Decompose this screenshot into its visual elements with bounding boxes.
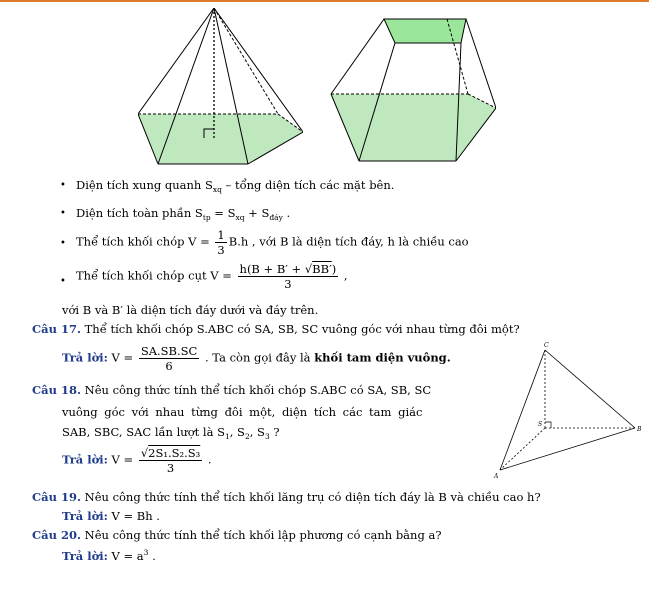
bullet-lateral-area [76,178,394,194]
text: – tổng diện tích các mặt bên. [221,178,395,192]
pyramid-figure [138,8,303,168]
subscript: 1 [224,432,230,441]
sqrt-content: BB′ [312,262,332,276]
text: . Ta còn gọi đây là [201,350,315,365]
label-a: A [494,473,499,480]
header-rule [0,0,649,2]
fraction [238,262,339,291]
question-label: Câu 17. [32,322,81,336]
frustum-figure [328,16,496,162]
text: ) [331,262,337,276]
subscript: đáy [269,213,283,222]
answer-label: Trả lời: [62,548,108,563]
question-text: Nêu công thức tính thể tích khối lăng trụ có diện tích đáy là B và chiều cao h? [80,490,541,504]
answer-label: Trả lời: [62,350,108,365]
subscript: xq [212,185,222,194]
question-text: Nêu công thức tính thể tích khối chóp S.ABC có SA, SB, SC [80,383,432,397]
text: Thể tích khối chóp V = [76,234,214,249]
numerator: √2S₁.S₂.S₃ [140,446,201,460]
text: B.h , với B là diện tích đáy, h là chiều cao [228,234,469,249]
bullet-4-glyph: • [60,276,66,287]
question-text: Nêu công thức tính thể tích khối lập phương có cạnh bằng a? [80,528,442,542]
text: V = [107,452,137,467]
text: = S [210,206,236,220]
subscript: 3 [264,432,270,441]
subscript: tp [202,213,211,222]
question-label: Câu 18. [32,383,81,397]
text: S [194,206,203,220]
text: . [204,452,212,467]
numerator: SA.SB.SC [140,344,198,358]
denominator: 3 [166,461,175,475]
text: , S [229,425,245,439]
bullet-1-glyph: • [60,180,66,191]
question-19 [32,490,541,504]
question-text: Thể tích khối chóp S.ABC có SA, SB, SC vuông góc với nhau từng đôi một? [80,322,520,336]
text: Thể tích khối chóp cụt V = [76,268,236,283]
question-18-line-2: vuông góc với nhau từng đôi một, diện tích các tam giác [62,405,423,419]
emphasis: khối tam diện vuông. [314,350,451,365]
sqrt-content: 2S₁.S₂.S₃ [148,446,201,460]
bullet-3-glyph: • [60,238,66,249]
text: Diện tích xung quanh [76,178,205,192]
text: , [340,268,348,283]
subscript: 2 [244,432,250,441]
numerator: 1 [217,228,225,242]
superscript: 3 [143,548,149,557]
text: + S [244,206,270,220]
bullet-total-area [76,206,290,222]
fraction [139,446,202,475]
bullet-pyramid-volume [76,228,469,257]
answer-18 [62,446,212,475]
question-18-line-3 [62,425,280,441]
text: Diện tích toàn phần [76,206,195,220]
answer-17 [62,344,451,373]
text: SAB, SBC, SAC lần lượt là S [62,425,225,439]
question-label: Câu 19. [32,490,81,504]
numerator: h(B + B′ + √BB′) [239,262,337,276]
answer-text: V = a [107,548,144,563]
tetrahedron-figure [492,340,646,482]
question-18-line-1 [32,383,431,397]
text: . [282,206,291,220]
fraction [215,228,226,257]
note-text: với B và B′ là diện tích đáy dưới và đáy trên. [62,303,319,317]
text: V = [107,350,137,365]
answer-19 [62,509,160,523]
text: , S [249,425,265,439]
denominator: 3 [284,277,292,291]
denominator: 3 [217,243,225,257]
text: ? [269,425,280,439]
label-c: C [544,342,549,349]
answer-label: Trả lời: [62,452,108,467]
text: S [204,178,213,192]
question-label: Câu 20. [32,528,81,542]
denominator: 6 [165,359,173,373]
answer-20 [62,548,156,563]
bullet-frustum-volume [76,262,348,291]
text: . [148,548,156,563]
label-b: B [637,426,642,433]
text: h(B + B′ + [239,262,305,276]
label-s: S [538,421,543,428]
answer-text: V = Bh . [107,509,160,523]
question-17 [32,322,520,336]
answer-label: Trả lời: [62,509,108,523]
fraction [139,344,200,373]
question-20 [32,528,441,542]
bullet-2-glyph: • [60,208,66,219]
subscript: xq [235,213,245,222]
